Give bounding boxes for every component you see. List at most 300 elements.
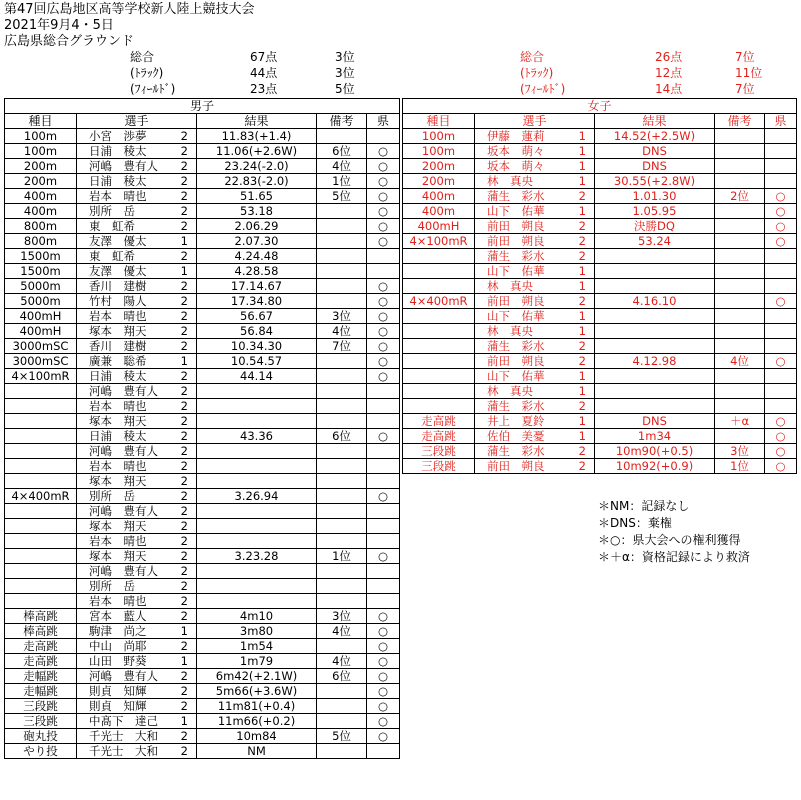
athlete-name: 日浦 稜太 — [89, 174, 147, 188]
athlete-name: 林 真央 — [487, 384, 533, 398]
athlete-grade: 2 — [180, 414, 188, 428]
table-row — [5, 564, 400, 579]
result-cell: 10m90(+0.5) — [595, 444, 715, 459]
table-row — [403, 459, 797, 474]
pref-cell — [367, 744, 400, 759]
result-cell: 11.83(+1.4) — [197, 129, 317, 144]
table-row — [5, 684, 400, 699]
athlete-grade: 1 — [578, 369, 586, 383]
column-header: 種目 — [403, 114, 475, 129]
pref-cell: ○ — [367, 294, 400, 309]
event-cell: 200m — [403, 159, 475, 174]
athlete-grade: 2 — [180, 489, 188, 503]
athlete-grade: 2 — [578, 189, 586, 203]
event-cell: 棒高跳 — [5, 609, 77, 624]
pref-cell — [765, 309, 797, 324]
note-cell — [317, 519, 367, 534]
table-row — [5, 519, 400, 534]
athlete-name: 廣兼 聡希 — [89, 354, 147, 368]
athlete-name: 友澤 優太 — [89, 234, 147, 248]
athlete-name: 前田 朔良 — [487, 294, 545, 308]
pref-cell — [765, 144, 797, 159]
table-row — [403, 399, 797, 414]
result-cell: 10m84 — [197, 729, 317, 744]
athlete-grade: 2 — [180, 594, 188, 608]
pref-cell — [367, 474, 400, 489]
athlete-name: 日浦 稜太 — [89, 144, 147, 158]
note-cell — [317, 294, 367, 309]
table-row — [5, 624, 400, 639]
athlete-grade: 1 — [180, 234, 188, 248]
event-cell: 100m — [403, 129, 475, 144]
result-cell: 1m54 — [197, 639, 317, 654]
table-row — [403, 324, 797, 339]
athlete-name: 河嶋 豊有人 — [89, 669, 158, 683]
result-cell: 1m79 — [197, 654, 317, 669]
athlete-grade: 2 — [180, 189, 188, 203]
event-cell: 三段跳 — [403, 459, 475, 474]
athlete-name: 別所 岳 — [89, 489, 135, 503]
event-cell: 走高跳 — [5, 639, 77, 654]
athlete-grade: 2 — [578, 294, 586, 308]
table-row — [5, 669, 400, 684]
table-row — [403, 159, 797, 174]
event-cell — [5, 474, 77, 489]
event-cell: 三段跳 — [403, 444, 475, 459]
pref-cell: ○ — [765, 354, 797, 369]
note-alpha: ＊＋α：資格記録により救済 — [598, 550, 750, 564]
athlete-name: 坂本 萌々 — [487, 144, 545, 158]
athlete-name: 則貞 知輝 — [89, 684, 147, 698]
result-cell — [595, 384, 715, 399]
athlete-grade: 1 — [578, 324, 586, 338]
event-cell: 100m — [5, 144, 77, 159]
athlete-name: 河嶋 豊有人 — [89, 564, 158, 578]
athlete-name: 山下 佑華 — [487, 309, 545, 323]
table-row — [403, 144, 797, 159]
athlete-name: 宮本 藍人 — [89, 609, 147, 623]
athlete-grade: 2 — [180, 429, 188, 443]
pref-cell: ○ — [367, 354, 400, 369]
event-cell: 三段跳 — [5, 699, 77, 714]
pref-cell — [367, 264, 400, 279]
note-qualified: ＊○：県大会への権利獲得 — [598, 533, 741, 547]
table-row — [403, 234, 797, 249]
result-cell: 44.14 — [197, 369, 317, 384]
note-cell: ＋α — [715, 414, 765, 429]
result-cell — [197, 594, 317, 609]
table-row — [5, 234, 400, 249]
note-cell — [317, 639, 367, 654]
result-cell: 1.05.95 — [595, 204, 715, 219]
column-header: 結果 — [197, 114, 317, 129]
pref-cell: ○ — [765, 219, 797, 234]
result-cell: 11m66(+0.2) — [197, 714, 317, 729]
result-cell — [595, 369, 715, 384]
athlete-grade: 2 — [578, 234, 586, 248]
athlete-grade: 1 — [578, 144, 586, 158]
athlete-name: 蒲生 彩水 — [487, 249, 545, 263]
event-cell: 砲丸投 — [5, 729, 77, 744]
pref-cell — [765, 129, 797, 144]
pref-cell: ○ — [765, 414, 797, 429]
girls-summary-points: 14点 — [655, 82, 683, 96]
athlete-grade: 1 — [180, 354, 188, 368]
table-row — [5, 549, 400, 564]
table-row — [403, 204, 797, 219]
note-cell: 1位 — [317, 549, 367, 564]
result-cell — [595, 309, 715, 324]
table-row — [5, 129, 400, 144]
athlete-name: 林 真央 — [487, 279, 533, 293]
event-cell — [5, 429, 77, 444]
pref-cell: ○ — [765, 429, 797, 444]
note-cell — [317, 279, 367, 294]
table-row — [5, 219, 400, 234]
result-cell: 4.24.48 — [197, 249, 317, 264]
table-row — [5, 324, 400, 339]
athlete-name: 岩本 晴也 — [89, 459, 147, 473]
athlete-name: 山田 野葵 — [89, 654, 147, 668]
pref-cell: ○ — [367, 174, 400, 189]
event-cell — [403, 384, 475, 399]
table-row — [5, 594, 400, 609]
table-row — [5, 414, 400, 429]
result-cell: 51.65 — [197, 189, 317, 204]
athlete-grade: 2 — [180, 684, 188, 698]
athlete-name: 則貞 知輝 — [89, 699, 147, 713]
athlete-name: 中髙下 達己 — [89, 714, 158, 728]
event-cell — [403, 369, 475, 384]
pref-cell: ○ — [765, 204, 797, 219]
athlete-name: 岩本 晴也 — [89, 594, 147, 608]
result-cell — [197, 384, 317, 399]
athlete-name: 小宮 渉夢 — [89, 129, 147, 143]
result-cell: DNS — [595, 414, 715, 429]
event-cell: 走高跳 — [403, 429, 475, 444]
pref-cell — [765, 339, 797, 354]
result-cell: 10.34.30 — [197, 339, 317, 354]
table-row — [5, 504, 400, 519]
result-cell: 17.14.67 — [197, 279, 317, 294]
note-dns: ＊DNS：棄権 — [598, 516, 672, 530]
note-cell — [317, 714, 367, 729]
note-cell — [317, 594, 367, 609]
pref-cell: ○ — [367, 219, 400, 234]
athlete-grade: 1 — [578, 414, 586, 428]
girls-summary-label: (ﾄﾗｯｸ) — [520, 66, 554, 80]
result-cell: 43.36 — [197, 429, 317, 444]
event-cell: 400m — [5, 204, 77, 219]
note-cell — [715, 339, 765, 354]
athlete-grade: 2 — [180, 444, 188, 458]
note-cell — [317, 399, 367, 414]
result-cell: 11m81(+0.4) — [197, 699, 317, 714]
note-cell: 2位 — [715, 189, 765, 204]
event-cell: 三段跳 — [5, 714, 77, 729]
athlete-name: 前田 朔良 — [487, 459, 545, 473]
athlete-name: 井上 夏鈴 — [487, 414, 545, 428]
athlete-name: 河嶋 豊有人 — [89, 444, 158, 458]
athlete-grade: 2 — [180, 459, 188, 473]
event-cell — [5, 549, 77, 564]
note-cell — [317, 219, 367, 234]
pref-cell: ○ — [367, 144, 400, 159]
pref-cell: ○ — [367, 669, 400, 684]
result-cell — [197, 459, 317, 474]
result-cell: 5m66(+3.6W) — [197, 684, 317, 699]
pref-cell: ○ — [367, 729, 400, 744]
event-cell: 走高跳 — [403, 414, 475, 429]
pref-cell: ○ — [367, 309, 400, 324]
notes — [598, 498, 750, 566]
table-row — [5, 744, 400, 759]
note-cell — [317, 384, 367, 399]
table-row — [403, 369, 797, 384]
table-row — [5, 384, 400, 399]
table-row — [5, 639, 400, 654]
athlete-grade: 2 — [578, 399, 586, 413]
athlete-name: 坂本 萌々 — [487, 159, 545, 173]
girls-summary-label: (ﾌｨｰﾙﾄﾞ) — [520, 82, 566, 96]
boys-summary-points: 23点 — [250, 82, 278, 96]
event-cell — [5, 444, 77, 459]
note-cell: 4位 — [317, 624, 367, 639]
event-cell: 4×100mR — [403, 234, 475, 249]
result-cell: 56.67 — [197, 309, 317, 324]
pref-cell: ○ — [367, 489, 400, 504]
pref-cell: ○ — [367, 624, 400, 639]
athlete-grade: 1 — [578, 204, 586, 218]
result-cell: 56.84 — [197, 324, 317, 339]
athlete-grade: 1 — [578, 174, 586, 188]
result-cell: 3.26.94 — [197, 489, 317, 504]
event-cell — [5, 459, 77, 474]
boys-summary-points: 44点 — [250, 66, 278, 80]
pref-cell: ○ — [765, 444, 797, 459]
event-cell: 200m — [403, 174, 475, 189]
table-row — [403, 129, 797, 144]
event-cell — [5, 579, 77, 594]
table-row — [403, 189, 797, 204]
event-date: 2021年9月4・5日 — [4, 18, 114, 33]
athlete-grade: 2 — [180, 219, 188, 233]
athlete-name: 蒲生 彩水 — [487, 399, 545, 413]
result-cell: 決勝DQ — [595, 219, 715, 234]
girls-summary-label: 総合 — [520, 50, 545, 64]
table-row — [5, 264, 400, 279]
result-cell: 3m80 — [197, 624, 317, 639]
note-cell — [317, 444, 367, 459]
note-cell — [317, 369, 367, 384]
event-cell: 100m — [403, 144, 475, 159]
athlete-grade: 2 — [180, 534, 188, 548]
note-cell — [715, 249, 765, 264]
note-cell — [317, 564, 367, 579]
event-cell: 400mH — [403, 219, 475, 234]
athlete-grade: 2 — [180, 504, 188, 518]
table-row — [5, 174, 400, 189]
athlete-grade: 2 — [180, 279, 188, 293]
table-row — [5, 369, 400, 384]
note-cell — [715, 129, 765, 144]
note-cell — [317, 264, 367, 279]
table-row — [403, 249, 797, 264]
note-cell — [317, 684, 367, 699]
note-cell — [317, 414, 367, 429]
note-cell: 4位 — [317, 159, 367, 174]
table-row — [5, 489, 400, 504]
result-cell — [595, 339, 715, 354]
girls-summary-rank: 7位 — [735, 82, 755, 96]
section-title: 男子 — [5, 99, 400, 114]
result-cell — [197, 444, 317, 459]
pref-cell — [367, 249, 400, 264]
athlete-name: 駒津 尚之 — [89, 624, 147, 638]
note-cell — [715, 384, 765, 399]
table-row — [5, 714, 400, 729]
athlete-name: 岩本 晴也 — [89, 534, 147, 548]
pref-cell — [765, 264, 797, 279]
note-cell — [715, 324, 765, 339]
table-row — [5, 474, 400, 489]
pref-cell — [765, 369, 797, 384]
event-cell: 4×400mR — [403, 294, 475, 309]
athlete-grade: 1 — [578, 264, 586, 278]
note-nm: ＊NM：記録なし — [598, 499, 690, 513]
event-cell: 100m — [5, 129, 77, 144]
table-row — [403, 309, 797, 324]
note-cell — [317, 474, 367, 489]
note-cell — [715, 264, 765, 279]
athlete-name: 塚本 翔天 — [89, 324, 147, 338]
pref-cell — [367, 504, 400, 519]
note-cell — [715, 429, 765, 444]
athlete-grade: 2 — [180, 399, 188, 413]
table-row — [5, 699, 400, 714]
event-cell: 4×400mR — [5, 489, 77, 504]
event-cell — [403, 279, 475, 294]
athlete-grade: 2 — [180, 159, 188, 173]
pref-cell: ○ — [367, 159, 400, 174]
note-cell: 1位 — [715, 459, 765, 474]
note-cell: 4位 — [317, 324, 367, 339]
athlete-name: 塚本 翔天 — [89, 474, 147, 488]
athlete-grade: 2 — [180, 699, 188, 713]
event-cell — [403, 264, 475, 279]
athlete-grade: 2 — [180, 639, 188, 653]
pref-cell: ○ — [367, 639, 400, 654]
table-row — [5, 249, 400, 264]
result-cell: 3.23.28 — [197, 549, 317, 564]
note-cell — [715, 159, 765, 174]
event-cell: 1500m — [5, 264, 77, 279]
table-row — [5, 189, 400, 204]
pref-cell — [367, 384, 400, 399]
note-cell — [317, 129, 367, 144]
note-cell — [317, 534, 367, 549]
note-cell — [715, 399, 765, 414]
note-cell — [715, 294, 765, 309]
pref-cell — [367, 129, 400, 144]
pref-cell: ○ — [367, 654, 400, 669]
girls-summary-rank: 7位 — [735, 50, 755, 64]
athlete-name: 香川 建樹 — [89, 279, 147, 293]
pref-cell: ○ — [765, 294, 797, 309]
note-cell — [317, 489, 367, 504]
athlete-name: 塚本 翔天 — [89, 549, 147, 563]
athlete-grade: 2 — [180, 204, 188, 218]
result-cell — [595, 264, 715, 279]
event-cell — [5, 564, 77, 579]
athlete-name: 河嶋 豊有人 — [89, 384, 158, 398]
athlete-grade: 2 — [180, 669, 188, 683]
athlete-name: 蒲生 彩水 — [487, 189, 545, 203]
pref-cell — [765, 324, 797, 339]
athlete-grade: 2 — [180, 369, 188, 383]
athlete-name: 岩本 晴也 — [89, 189, 147, 203]
athlete-name: 佐伯 美憂 — [487, 429, 545, 443]
event-cell — [403, 324, 475, 339]
result-cell — [595, 279, 715, 294]
pref-cell — [765, 399, 797, 414]
athlete-grade: 2 — [180, 324, 188, 338]
table-row — [5, 354, 400, 369]
pref-cell — [367, 534, 400, 549]
note-cell — [317, 699, 367, 714]
athlete-grade: 2 — [180, 339, 188, 353]
page-title: 第47回広島地区高等学校新人陸上競技大会 — [4, 2, 255, 17]
result-cell: 2.06.29 — [197, 219, 317, 234]
event-cell: 走幅跳 — [5, 669, 77, 684]
event-cell — [5, 594, 77, 609]
table-row — [5, 444, 400, 459]
pref-cell: ○ — [367, 279, 400, 294]
note-cell — [317, 459, 367, 474]
note-cell — [317, 744, 367, 759]
table-row — [5, 534, 400, 549]
column-header: 県 — [765, 114, 797, 129]
girls-summary-rank: 11位 — [735, 66, 763, 80]
table-row — [5, 609, 400, 624]
note-cell: 6位 — [317, 669, 367, 684]
pref-cell — [765, 249, 797, 264]
note-cell: 5位 — [317, 729, 367, 744]
athlete-name: 前田 朔良 — [487, 219, 545, 233]
note-cell — [317, 234, 367, 249]
event-cell: 400m — [403, 204, 475, 219]
table-row — [403, 174, 797, 189]
result-cell — [197, 564, 317, 579]
athlete-grade: 2 — [578, 249, 586, 263]
athlete-grade: 1 — [578, 384, 586, 398]
boys-summary-label: (ﾄﾗｯｸ) — [130, 66, 164, 80]
athlete-name: 別所 岳 — [89, 579, 135, 593]
pref-cell: ○ — [367, 714, 400, 729]
athlete-grade: 2 — [180, 549, 188, 563]
athlete-grade: 2 — [180, 144, 188, 158]
event-cell: 5000m — [5, 279, 77, 294]
boys-results-table — [4, 98, 400, 759]
athlete-name: 蒲生 彩水 — [487, 444, 545, 458]
result-cell — [197, 504, 317, 519]
boys-summary-rank: 3位 — [335, 66, 355, 80]
result-cell: 17.34.80 — [197, 294, 317, 309]
event-cell: 走幅跳 — [5, 684, 77, 699]
note-cell — [715, 144, 765, 159]
athlete-grade: 1 — [180, 624, 188, 638]
event-cell: 200m — [5, 159, 77, 174]
